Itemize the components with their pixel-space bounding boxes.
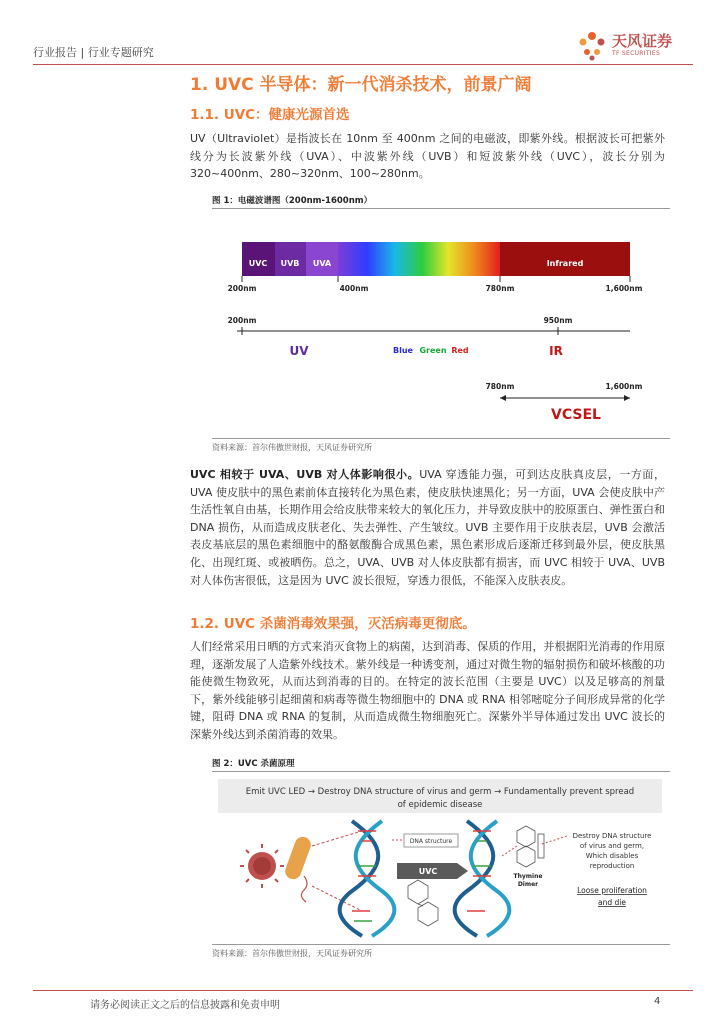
logo-subtitle: TF SECURITIES	[612, 50, 661, 57]
uvc-sterilization-diagram	[212, 776, 670, 941]
label-green: Green	[419, 346, 447, 355]
header-breadcrumb: 行业报告 | 行业专题研究	[33, 46, 154, 59]
right-text-4: reproduction	[589, 862, 635, 870]
label-infrared: Infrared	[546, 259, 584, 268]
label-ir: IR	[549, 344, 563, 358]
tick-200nm: 200nm	[227, 284, 257, 293]
banner-line2: of epidemic disease	[397, 800, 483, 810]
paragraph-sterilization: 人们经常采用日晒的方式来消灭食物上的病菌，达到消毒、保质的作用，并根据阳光消毒的作用原理，逐渐发展了人造紫外线技术。紫外线是一种诱变剂，通过对微生物的辐射损伤和破坏核酸的功能使微生物致死，从而达到消毒的目的。在特定的波长范围（主要是 UVC）以及足够高的剂量下，紫外线能够引起细菌和病毒等微生物细胞中的 DNA 或 RNA 相邻嘧啶分子间形成异常的化学键，阻碍 DNA 或 RNA 的复制，从而造成微生物细胞死亡。深紫外半导体通过发出 UVC 波长的深紫外线达到杀菌消毒的效果。	[190, 640, 665, 741]
paragraph-body: UVA 穿透能力强，可到达皮肤真皮层，一方面，UVA 使皮肤中的黑色素前体直接转化为黑色素，使皮肤快速黑化；另一方面，UVA 会使皮肤中产生活性氧自由基，长期作用会给皮肤带来较大的氧化压力，并导致皮肤中的胶原蛋白、弹性蛋白和 DNA 损伤，从而造成皮肤老化、失去弹性、产生皱纹。UVB 主要作用于皮肤表层，UVB 会激活表皮基底层的黑色素细胞中的酪氨酸酶合成黑色素，黑色素形成后逐渐迁移到最外层，使皮肤黑化、出现红斑、或被晒伤。总之，UVA、UVB 对人体皮肤都有损害，而 UVC 相较于 UVA、UVB 对人体伤害很低，这是因为 UVC 波长很短，穿透力很低，不能深入皮肤表皮。	[190, 468, 665, 587]
label-uv: UV	[289, 344, 309, 358]
virus-icon	[240, 844, 284, 888]
company-logo	[572, 28, 612, 62]
subsection-title-1-2: 1.2. UVC 杀菌消毒效果强，灭活病毒更彻底。	[190, 616, 476, 632]
bacterium-icon	[283, 835, 313, 902]
band-visible	[338, 242, 500, 276]
banner-line1: Emit UVC LED → Destroy DNA structure of virus and germ → Fundamentally prevent spread	[245, 787, 635, 797]
label-uvb: UVB	[280, 259, 300, 268]
thymine-dimer-icon	[517, 826, 544, 867]
right-text-6: and die	[598, 898, 626, 907]
footer-disclaimer: 请务必阅读正文之后的信息披露和免责申明	[90, 1000, 280, 1011]
dna-structure-label: DNA structure	[409, 838, 453, 845]
figure2-source: 资料来源：首尔伟傲世财报，天风证券研究所	[212, 949, 372, 958]
logo-name: 天风证券	[612, 32, 673, 50]
figure1-title: 图 1：电磁波谱图（200nm-1600nm）	[212, 196, 373, 206]
page-number: 4	[654, 996, 661, 1007]
tick-mid-200nm: 200nm	[227, 316, 257, 325]
section-title: 1. UVC 半导体：新一代消杀技术，前景广阔	[190, 75, 532, 95]
figure1-bottom-rule	[212, 438, 670, 439]
right-text-1: Destroy DNA structure	[572, 832, 652, 840]
label-vcsel: VCSEL	[551, 407, 601, 423]
right-text-2: of virus and germ,	[579, 842, 645, 850]
right-text-3: Which disables	[585, 852, 639, 860]
paragraph-uvc-vs-uva	[190, 466, 665, 589]
label-uva: UVA	[312, 259, 332, 268]
paragraph-uv-definition: UV（Ultraviolet）是指波长在 10nm 至 400nm 之间的电磁波，即紫外线。根据波长可把紫外线分为长波紫外线（UVA）、中波紫外线（UVB）和短波紫外线（UVC），波长分别为 320~400nm、280~320nm、100~280nm。	[190, 132, 665, 181]
tick-vcsel-780nm: 780nm	[485, 382, 515, 391]
thymine-label-2: Dimer	[517, 881, 539, 888]
spectrum-figure	[212, 212, 670, 437]
header-divider	[33, 64, 693, 65]
figure2-top-rule	[212, 771, 670, 772]
figure1-source: 资料来源：首尔伟傲世财报，天风证券研究所	[212, 443, 372, 452]
label-red: Red	[451, 346, 469, 355]
molecule-icon	[408, 880, 438, 926]
dna-helix-icon	[340, 821, 395, 936]
tick-vcsel-1600nm: 1,600nm	[605, 382, 643, 391]
tick-1600nm: 1,600nm	[605, 284, 643, 293]
uvc-arrow-label: UVC	[418, 867, 438, 876]
paragraph-lead: UVC 相较于 UVA、UVB 对人体影响很小。	[190, 468, 420, 481]
label-uvc: UVC	[248, 259, 268, 268]
footer-divider	[33, 990, 693, 991]
subsection-title-1-1: 1.1. UVC：健康光源首选	[190, 107, 350, 123]
right-text-5: Loose proliferation	[577, 886, 647, 895]
label-blue: Blue	[393, 346, 413, 355]
figure2-bottom-rule	[212, 944, 670, 945]
thymine-label-1: Thymine	[513, 873, 543, 880]
damaged-dna-helix-icon	[455, 821, 510, 936]
tick-mid-950nm: 950nm	[543, 316, 573, 325]
tick-400nm: 400nm	[339, 284, 369, 293]
figure2-title: 图 2：UVC 杀菌原理	[212, 759, 295, 769]
tick-780nm: 780nm	[485, 284, 515, 293]
figure1-top-rule	[212, 208, 670, 209]
